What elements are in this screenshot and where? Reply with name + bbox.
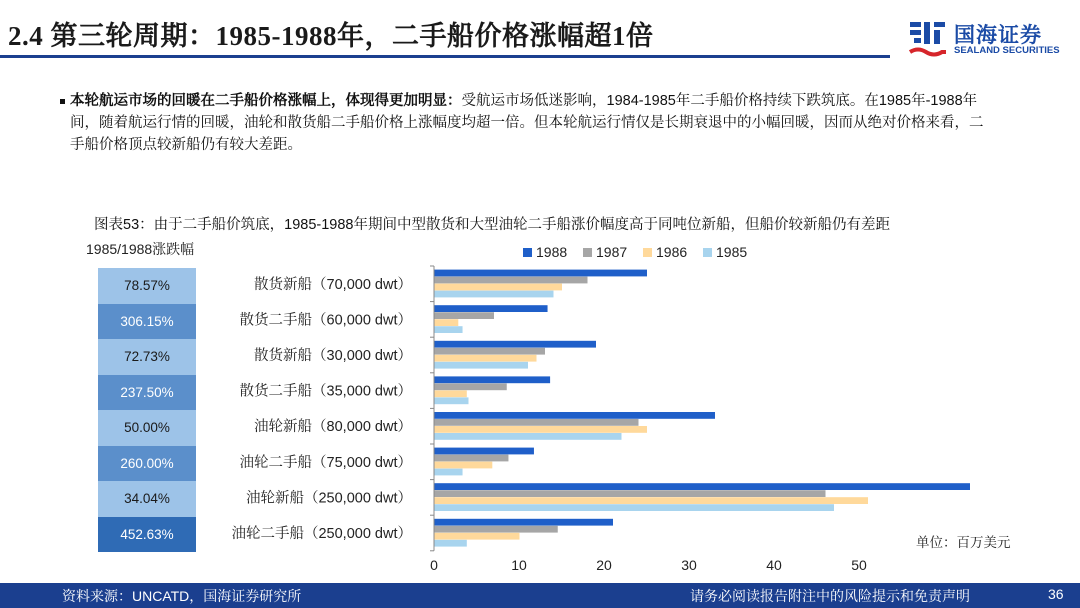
sealand-logo-icon — [908, 18, 948, 60]
bar-1986 — [435, 390, 467, 397]
bar-1986 — [435, 426, 648, 433]
bar-1985 — [435, 326, 463, 333]
category-label: 油轮新船（250,000 dwt） — [245, 490, 412, 507]
legend-swatch — [583, 248, 592, 257]
bar-1985 — [435, 540, 467, 547]
legend-label: 1985 — [716, 244, 748, 260]
bar-1987 — [435, 419, 639, 426]
bar-1986 — [435, 319, 459, 326]
bar-1987 — [435, 312, 495, 319]
category-label: 散货二手船（60,000 dwt） — [239, 312, 412, 329]
bar-1986 — [435, 284, 563, 291]
bar-1988 — [435, 448, 534, 455]
bar-1988 — [435, 270, 648, 277]
x-tick-label: 0 — [430, 556, 438, 573]
x-tick-label: 20 — [596, 556, 612, 573]
bar-1986 — [435, 497, 869, 504]
title-rule — [0, 55, 890, 58]
category-label: 油轮新船（80,000 dwt） — [254, 419, 412, 436]
footer-bar — [0, 583, 1080, 608]
source-text: 资料来源：UNCATD，国海证券研究所 — [62, 588, 302, 604]
x-tick-label: 50 — [851, 556, 867, 573]
summary-bold: 本轮航运市场的回暖在二手船价格涨幅上，体现得更加明显： — [70, 93, 462, 109]
category-label: 油轮二手船（250,000 dwt） — [231, 526, 412, 542]
bar-1987 — [435, 383, 507, 390]
legend-label: 1986 — [656, 244, 688, 260]
bar-1985 — [435, 291, 554, 298]
bar-1987 — [435, 348, 546, 355]
page-title: 2.4 第三轮周期：1985-1988年，二手船价格涨幅超1倍 — [8, 21, 654, 51]
legend-swatch — [643, 248, 652, 257]
company-logo — [908, 18, 1068, 62]
category-label: 散货二手船（35,000 dwt） — [239, 383, 412, 400]
category-label: 散货新船（30,000 dwt） — [254, 348, 412, 364]
x-tick-label: 10 — [511, 556, 527, 573]
side-table-cell: 34.04% — [98, 481, 196, 517]
category-label: 散货新船（70,000 dwt） — [254, 276, 412, 293]
side-table-cell: 306.15% — [98, 304, 196, 340]
bar-1986 — [435, 533, 520, 540]
summary-text: 受航运市场低迷影响，1984-1985年二手船价格持续下跌筑底。在1985年-1988年间，随着航运行情的回暖，油轮和散货船二手船价格上涨幅度均超一倍。但本轮航运行情仅是长期衰退中的小幅回暖，因而从绝对价格来看，二手船价格顶点较新船仍有较大差距。 — [70, 93, 984, 153]
bar-1985 — [435, 469, 463, 476]
title-bar — [0, 0, 1080, 68]
bar-1985 — [435, 362, 529, 369]
side-table-cell: 72.73% — [98, 339, 196, 375]
side-table-header: 1985/1988涨跌幅 — [86, 241, 195, 257]
bar-1987 — [435, 526, 558, 533]
disclaimer-text: 请务必阅读报告附注中的风险提示和免责声明 — [690, 588, 970, 604]
legend-swatch — [703, 248, 712, 257]
logo-text-en: SEALAND SECURITIES — [954, 45, 1060, 56]
page-number: 36 — [1048, 586, 1064, 602]
bar-1985 — [435, 504, 835, 511]
x-tick-label: 30 — [681, 556, 697, 573]
x-tick-label: 40 — [766, 556, 782, 573]
bar-1988 — [435, 305, 548, 312]
bullet-icon — [60, 99, 65, 104]
bar-1985 — [435, 433, 622, 440]
bar-1987 — [435, 455, 509, 462]
bar-1985 — [435, 397, 469, 404]
chart-caption: 图表53：由于二手船价筑底，1985-1988年期间中型散货和大型油轮二手船涨价幅度高于同吨位新船，但船价较新船仍有差距 — [94, 217, 890, 233]
side-table-cell: 260.00% — [98, 446, 196, 482]
bar-1987 — [435, 490, 826, 497]
bar-1986 — [435, 462, 493, 469]
logo-text-cn: 国海证券 — [954, 24, 1042, 47]
bar-1988 — [435, 412, 716, 419]
side-table-cell: 78.57% — [98, 268, 196, 304]
bar-1988 — [435, 519, 614, 526]
bar-chart — [0, 238, 1080, 580]
side-table-cell: 452.63% — [98, 517, 196, 553]
bar-1988 — [435, 483, 971, 490]
bar-1987 — [435, 277, 588, 284]
summary-paragraph — [70, 90, 990, 156]
unit-label: 单位：百万美元 — [916, 535, 1011, 550]
bar-1988 — [435, 376, 551, 383]
legend-label: 1988 — [536, 244, 568, 260]
legend-swatch — [523, 248, 532, 257]
side-table-cell: 50.00% — [98, 410, 196, 446]
bar-1986 — [435, 355, 537, 362]
bar-1988 — [435, 341, 597, 348]
category-label: 油轮二手船（75,000 dwt） — [239, 454, 412, 471]
side-table-cell: 237.50% — [98, 375, 196, 411]
legend-label: 1987 — [596, 244, 628, 260]
